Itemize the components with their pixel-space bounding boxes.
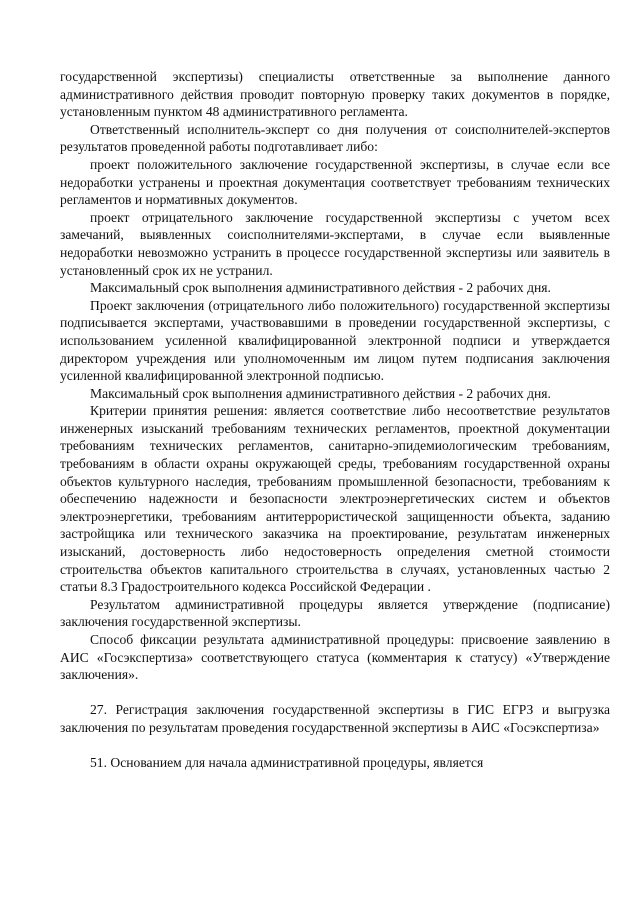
- paragraph-1: государственной экспертизы) специалисты ответственные за выполнение данного административного действия проводит повторную проверку таких документов в порядке, установленным пунктом 48 административного регламента.: [60, 69, 610, 120]
- paragraph-6: Проект заключения (отрицательного либо положительного) государственной экспертизы подписывается экспертами, участвовавшими в проведении государственной экспертизы, с использованием усиленной квалифицированной электронной подписи и утверждается директором учреждения или уполномоченным им лицом путем подписания заключения усиленной квалифицированной электронной подписью.: [60, 297, 610, 384]
- paragraph-9: Результатом административной процедуры является утверждение (подписание) заключения государственной экспертизы.: [60, 596, 610, 630]
- paragraph-10: Способ фиксации результата административной процедуры: присвоение заявлению в АИС «Госэкспертиза» соответствующего статуса (комментария к статусу) «Утверждение заключения».: [60, 632, 610, 683]
- paragraph-5: Максимальный срок выполнения административного действия - 2 рабочих дня.: [90, 280, 551, 296]
- section-heading-27: 27. Регистрация заключения государственной экспертизы в ГИС ЕГРЗ и выгрузка заключения по результатам проведения государственной экспертизы в АИС «Госэкспертиза»: [60, 702, 610, 735]
- paragraph-8: Критерии принятия решения: является соответствие либо несоответствие результатов инженерных изысканий требованиям технических регламентов, проектной документации требованиям технических регламентов, санитарно-эпидемиологическим требованиям, требованиям в области охраны окружающей среды, требованиям государственной охраны объектов культурного наследия, требованиям промышленной безопасности, требованиям к обеспечению надежности и безопасности электроэнергетических систем и объектов электроэнергетики, требованиям антитеррористической защищенности объекта, заданию застройщика или технического заказчика на проектирование, результатам инженерных изысканий, достоверность либо недостоверность определения сметной стоимости строительства объектов капитального строительства в случаях, установленных частью 2 статьи 8.3 Градостроительного кодекса Российской Федерации .: [60, 403, 610, 595]
- paragraph-2: Ответственный исполнитель-эксперт со дня получения от соисполнителей-экспертов результатов проведенной работы подготавливает либо:: [60, 121, 610, 155]
- document-page: [60, 68, 610, 772]
- paragraph-7: Максимальный срок выполнения административного действия - 2 рабочих дня.: [90, 385, 551, 401]
- paragraph-3: проект положительного заключение государственной экспертизы, в случае если все недоработки устранены и проектная документация соответствует требованиям технических регламентов и нормативных документов.: [60, 156, 610, 208]
- paragraph-51: 51. Основанием для начала административной процедуры, является: [90, 755, 484, 771]
- paragraph-4: проект отрицательного заключение государственной экспертизы с учетом всех замечаний, выявленных соисполнителями-экспертами, в случае если выявленные недоработки невозможно устранить в процессе государственной экспертизы или заявитель в установленный срок их не устранил.: [60, 209, 610, 278]
